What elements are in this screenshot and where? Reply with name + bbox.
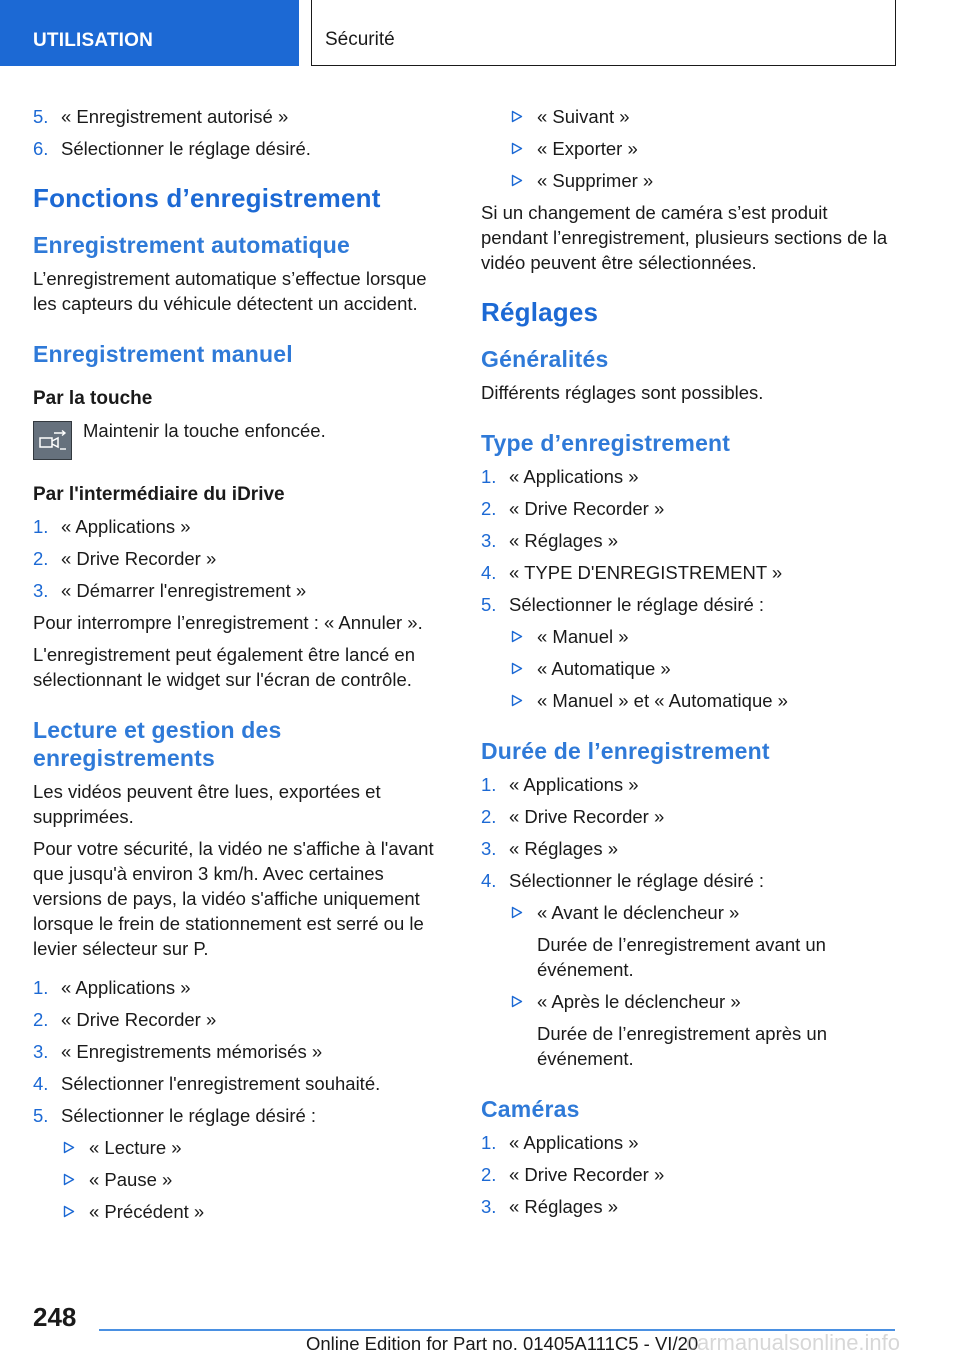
item-number: 1.	[481, 774, 497, 795]
bullet-marker	[61, 1135, 89, 1160]
numbered-item	[33, 546, 449, 571]
bullet-marker	[61, 1199, 89, 1224]
item-number: 1.	[33, 977, 49, 998]
subsection-heading: Enregistrement manuel	[33, 341, 293, 367]
item-number: 4.	[33, 1073, 49, 1094]
triangle-bullet-icon	[511, 906, 523, 919]
item-text: « Applications »	[61, 516, 191, 537]
numbered-item	[33, 1103, 449, 1128]
item-number: 2.	[481, 806, 497, 827]
numbered-item	[33, 514, 449, 539]
bullet-item	[33, 1135, 449, 1160]
numbered-item	[33, 104, 449, 129]
item-text: « Automatique »	[537, 658, 671, 679]
numbered-item	[481, 868, 897, 893]
item-number: 3.	[481, 838, 497, 859]
bullet-marker	[509, 989, 537, 1014]
item-text: « Drive Recorder »	[61, 1009, 217, 1030]
item-text: « Applications »	[509, 774, 639, 795]
item-number: 3.	[33, 580, 49, 601]
triangle-bullet-icon	[511, 662, 523, 675]
subsection-heading: Lecture et gestion des enregistrements	[33, 717, 282, 771]
numbered-item	[481, 592, 897, 617]
numbered-item	[33, 578, 449, 603]
numbered-item	[33, 1007, 449, 1032]
item-text: Sélectionner l'enregistrement souhaité.	[61, 1073, 381, 1094]
header-section-label: UTILISATION	[33, 30, 154, 51]
item-text: « Enregistrements mémorisés »	[61, 1041, 323, 1062]
header-topic-box	[311, 0, 896, 66]
item-text: « Réglages »	[509, 1196, 619, 1217]
item-text: Sélectionner le réglage désiré :	[61, 1105, 317, 1126]
bullet-item	[33, 1199, 449, 1224]
footer-edition: Online Edition for Part no. 01405A111C5 - VI/20	[306, 1333, 699, 1354]
bullet-item	[481, 656, 897, 681]
page-number: 248	[33, 1302, 77, 1332]
item-text: « Réglages »	[509, 530, 619, 551]
item-text: Sélectionner le réglage désiré :	[509, 870, 765, 891]
subsection-heading: Enregistrement automatique	[33, 232, 351, 258]
bullet-marker	[509, 136, 537, 161]
bullet-item	[481, 989, 897, 1014]
item-text: « Suivant »	[537, 106, 630, 127]
item-number: 4.	[481, 562, 497, 583]
right-column	[481, 104, 897, 1219]
header-topic-label: Sécurité	[325, 29, 395, 50]
paragraph: Les vidéos peuvent être lues, exportées et supprimées.	[33, 781, 381, 827]
item-number: 3.	[481, 1196, 497, 1217]
bullet-marker	[509, 104, 537, 129]
numbered-item	[33, 975, 449, 1000]
bullet-item	[33, 1167, 449, 1192]
recorder-button-icon-box	[33, 421, 72, 460]
bullet-item	[481, 168, 897, 193]
item-text: « TYPE D'ENREGISTREMENT »	[509, 562, 783, 583]
watermark: carmanualsonline.info	[686, 1330, 901, 1355]
item-number: 6.	[33, 138, 49, 159]
numbered-item	[481, 560, 897, 585]
numbered-item	[481, 1130, 897, 1155]
numbered-item	[33, 136, 449, 161]
button-instruction	[33, 418, 449, 460]
item-text: « Drive Recorder »	[61, 548, 217, 569]
drive-recorder-button-icon	[38, 429, 68, 453]
item-text: « Drive Recorder »	[509, 498, 665, 519]
bullet-marker	[509, 168, 537, 193]
item-text: « Manuel » et « Automatique »	[537, 690, 788, 711]
triangle-bullet-icon	[63, 1173, 75, 1186]
item-text: « Pause »	[89, 1169, 173, 1190]
item-number: 1.	[481, 1132, 497, 1153]
bullet-item	[481, 688, 897, 713]
paragraph: Pour votre sécurité, la vidéo ne s'affiche à l'avant que jusqu'à environ 3 km/h. Avec certaines versions de pays, la vidéo s'affiche uniquement lorsque le frein de stationnement est serré ou le levier sélecteur sur P.	[33, 838, 434, 959]
numbered-item	[33, 1039, 449, 1064]
bullet-item	[481, 104, 897, 129]
triangle-bullet-icon	[511, 142, 523, 155]
item-text: Sélectionner le réglage désiré.	[61, 138, 311, 159]
bullet-marker	[509, 656, 537, 681]
header-section-tab	[0, 0, 299, 66]
item-number: 2.	[481, 1164, 497, 1185]
bullet-marker	[509, 900, 537, 925]
paragraph: L'enregistrement peut également être lancé en sélectionnant le widget sur l'écran de contrôle.	[33, 644, 415, 690]
numbered-item	[481, 528, 897, 553]
item-number: 5.	[33, 106, 49, 127]
paragraph: L’enregistrement automatique s’effectue lorsque les capteurs du véhicule détectent un accident.	[33, 268, 427, 314]
numbered-item	[481, 1162, 897, 1187]
numbered-item	[481, 496, 897, 521]
paragraph: Si un changement de caméra s’est produit pendant l’enregistrement, plusieurs sections de la vidéo peuvent être sélectionnées.	[481, 202, 888, 273]
triangle-bullet-icon	[511, 694, 523, 707]
triangle-bullet-icon	[63, 1141, 75, 1154]
section-heading: Fonctions d’enregistrement	[33, 183, 381, 213]
item-text: « Réglages »	[509, 838, 619, 859]
item-text: « Avant le déclencheur »	[537, 902, 740, 923]
numbered-item	[481, 804, 897, 829]
item-text: « Exporter »	[537, 138, 638, 159]
item-text: « Applications »	[509, 466, 639, 487]
numbered-item	[481, 1194, 897, 1219]
item-text: « Drive Recorder »	[509, 1164, 665, 1185]
item-text: Sélectionner le réglage désiré :	[509, 594, 765, 615]
paragraph: Différents réglages sont possibles.	[481, 382, 764, 403]
numbered-item	[481, 772, 897, 797]
item-number: 3.	[481, 530, 497, 551]
list-detail: Durée de l’enregistrement après un événement.	[537, 1023, 827, 1069]
item-text: « Enregistrement autorisé »	[61, 106, 289, 127]
bullet-item	[481, 624, 897, 649]
item-text: « Démarrer l'enregistrement »	[61, 580, 307, 601]
numbered-item	[481, 464, 897, 489]
bullet-item	[481, 136, 897, 161]
left-column	[33, 104, 449, 1224]
item-number: 2.	[481, 498, 497, 519]
subsection-heading: Caméras	[481, 1096, 580, 1122]
item-text: « Supprimer »	[537, 170, 654, 191]
item-text: « Manuel »	[537, 626, 629, 647]
instruction-text: Maintenir la touche enfoncée.	[83, 420, 326, 441]
item-text: « Applications »	[509, 1132, 639, 1153]
item-text: « Applications »	[61, 977, 191, 998]
triangle-bullet-icon	[511, 630, 523, 643]
item-number: 1.	[33, 516, 49, 537]
triangle-bullet-icon	[511, 110, 523, 123]
item-number: 4.	[481, 870, 497, 891]
minor-heading: Par la touche	[33, 388, 153, 409]
bullet-marker	[61, 1167, 89, 1192]
numbered-item	[33, 1071, 449, 1096]
item-number: 1.	[481, 466, 497, 487]
item-number: 5.	[33, 1105, 49, 1126]
item-number: 2.	[33, 548, 49, 569]
item-text: « Précédent »	[89, 1201, 205, 1222]
item-text: « Lecture »	[89, 1137, 182, 1158]
subsection-heading: Durée de l’enregistrement	[481, 738, 770, 764]
bullet-marker	[509, 688, 537, 713]
paragraph: Pour interrompre l’enregistrement : « Annuler ».	[33, 612, 423, 633]
item-number: 3.	[33, 1041, 49, 1062]
item-text: « Après le déclencheur »	[537, 991, 741, 1012]
bullet-item	[481, 900, 897, 925]
list-detail: Durée de l’enregistrement avant un événement.	[537, 934, 826, 980]
item-text: « Drive Recorder »	[509, 806, 665, 827]
item-number: 5.	[481, 594, 497, 615]
bullet-marker	[509, 624, 537, 649]
section-heading: Réglages	[481, 297, 599, 327]
numbered-item	[481, 836, 897, 861]
minor-heading: Par l'intermédiaire du iDrive	[33, 484, 285, 505]
item-number: 2.	[33, 1009, 49, 1030]
triangle-bullet-icon	[511, 995, 523, 1008]
subsection-heading: Généralités	[481, 346, 609, 372]
triangle-bullet-icon	[63, 1205, 75, 1218]
subsection-heading: Type d’enregistrement	[481, 430, 731, 456]
triangle-bullet-icon	[511, 174, 523, 187]
